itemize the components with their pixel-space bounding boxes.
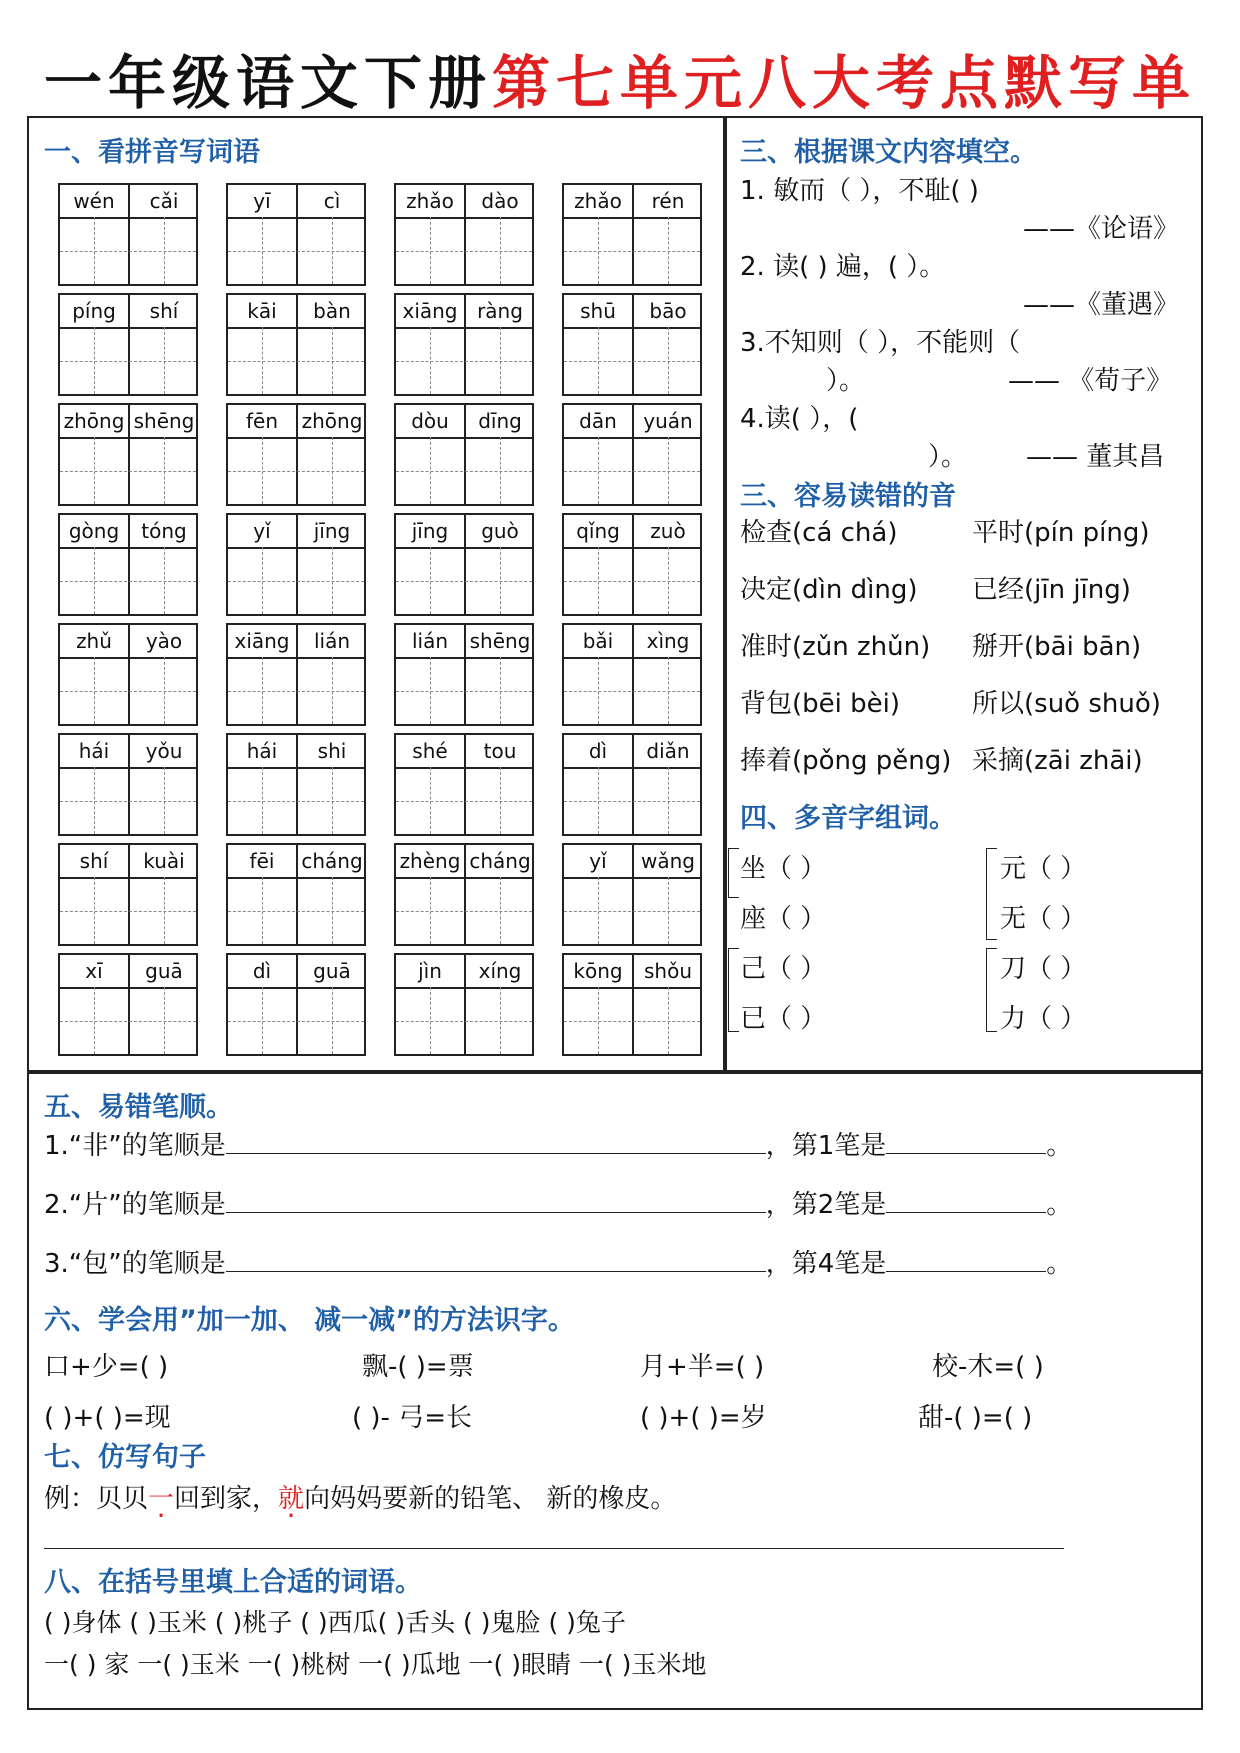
pinyin-left: fēi xyxy=(249,849,275,873)
pinyin-pair-box[interactable] xyxy=(226,293,366,396)
example-red-char: 就 xyxy=(278,1484,305,1514)
pinyin-left: dòu xyxy=(411,409,449,433)
pinyin-left: shí xyxy=(79,849,109,873)
pinyin-grid xyxy=(58,183,708,1053)
stroke-end: 。 xyxy=(1046,1190,1073,1220)
polyphone-item[interactable]: 无（ ） xyxy=(1000,904,1087,934)
pinyin-pair-box[interactable] xyxy=(58,183,198,286)
pinyin-pair-box[interactable] xyxy=(394,953,534,1056)
polyphone-item[interactable]: 刀（ ） xyxy=(1000,954,1087,984)
char-math-item[interactable]: 甜-( )=( ) xyxy=(918,1403,1033,1433)
section-5-title: 五、易错笔顺。 xyxy=(44,1092,233,1123)
char-math-item[interactable]: 月+半=( ) xyxy=(640,1352,765,1382)
polyphone-item[interactable]: 己（ ） xyxy=(740,954,827,984)
pinyin-pair-box[interactable] xyxy=(562,293,702,396)
pinyin-left: wén xyxy=(73,189,115,213)
section-7-title: 七、仿写句子 xyxy=(44,1442,206,1473)
pinyin-left: píng xyxy=(72,299,116,323)
stroke-order-row xyxy=(44,1243,1072,1280)
char-math-item[interactable]: 口+少=( ) xyxy=(44,1352,169,1382)
pronunciation-item[interactable]: 准时(zǔn zhǔn) xyxy=(740,632,931,662)
fill-line-3b: ）。 xyxy=(826,366,866,396)
pinyin-left: lián xyxy=(411,629,449,653)
pinyin-pair-box[interactable] xyxy=(58,623,198,726)
pinyin-right: wǎng xyxy=(641,849,695,873)
pinyin-pair-box[interactable] xyxy=(562,623,702,726)
bracket-1 xyxy=(728,848,739,898)
section-3b-title: 三、容易读错的音 xyxy=(740,481,956,512)
pinyin-pair-box[interactable] xyxy=(562,403,702,506)
section-3-title: 三、根据课文内容填空。 xyxy=(740,137,1037,168)
char-math-item[interactable]: ( )+( )=现 xyxy=(44,1403,171,1433)
pinyin-right: dào xyxy=(481,189,519,213)
pronunciation-item[interactable]: 背包(bēi bèi) xyxy=(740,689,900,719)
pinyin-right: ràng xyxy=(477,299,523,323)
pinyin-left: zhèng xyxy=(399,849,461,873)
pinyin-left: shū xyxy=(580,299,616,323)
stroke-question: 1.“非”的笔顺是 xyxy=(44,1131,226,1161)
pinyin-right: cháng xyxy=(469,849,531,873)
pinyin-right: xíng xyxy=(478,959,522,983)
pinyin-right: jīng xyxy=(313,519,351,543)
fill-line-4: 4.读( ），( xyxy=(740,404,859,434)
polyphone-item[interactable]: 已（ ） xyxy=(740,1004,827,1034)
pinyin-left: yī xyxy=(253,189,271,213)
stroke-mid: ，第1笔是 xyxy=(765,1131,887,1161)
stroke-number-blank[interactable] xyxy=(886,1245,1046,1272)
bracket-4 xyxy=(986,948,997,1032)
pinyin-right: bāo xyxy=(649,299,687,323)
pronunciation-item[interactable]: 检查(cá chá) xyxy=(740,518,898,548)
stroke-end: 。 xyxy=(1046,1131,1073,1161)
pinyin-pair-box[interactable] xyxy=(394,293,534,396)
pinyin-right: zuò xyxy=(650,519,686,543)
pinyin-right: shi xyxy=(317,739,347,763)
pronunciation-item[interactable]: 捧着(pǒng pěng) xyxy=(740,746,952,776)
pinyin-right: cǎi xyxy=(149,189,179,213)
source-dongqichang: —— 董其昌 xyxy=(1026,442,1165,472)
pronunciation-item[interactable]: 平时(pín píng) xyxy=(972,518,1150,548)
pinyin-left: xī xyxy=(85,959,103,983)
pinyin-right: guā xyxy=(313,959,351,983)
polyphone-item[interactable]: 力（ ） xyxy=(1000,1004,1087,1034)
title-red: 第七单元八大考点默写单 xyxy=(492,49,1197,117)
page-title xyxy=(0,36,1240,120)
pinyin-left: dì xyxy=(252,959,272,983)
fill-line-1: 1. 敏而（ ），不耻( ) xyxy=(740,176,979,206)
pinyin-pair-box[interactable] xyxy=(226,733,366,836)
pinyin-pair-box[interactable] xyxy=(562,843,702,946)
pinyin-pair-box[interactable] xyxy=(562,513,702,616)
stroke-order-row xyxy=(44,1184,1072,1221)
fill-line-4b: ）。 xyxy=(928,442,968,472)
bracket-2 xyxy=(986,848,997,940)
pinyin-pair-box[interactable] xyxy=(562,953,702,1056)
stroke-end: 。 xyxy=(1046,1249,1073,1279)
pinyin-pair-box[interactable] xyxy=(394,183,534,286)
pinyin-right: diǎn xyxy=(646,739,690,763)
pinyin-right: yǒu xyxy=(145,739,183,763)
pinyin-pair-box[interactable] xyxy=(58,513,198,616)
section-8-title: 八、在括号里填上合适的词语。 xyxy=(44,1567,422,1598)
section-6-title: 六、学会用”加一加、 减一减”的方法识字。 xyxy=(44,1305,575,1336)
example-post: 向妈妈要新的铅笔、 新的橡皮。 xyxy=(304,1484,677,1514)
pinyin-right: bàn xyxy=(313,299,351,323)
pinyin-pair-box[interactable] xyxy=(226,513,366,616)
section-4-title: 四、多音字组词。 xyxy=(740,803,956,834)
pinyin-left: jìn xyxy=(418,959,442,983)
answer-line[interactable] xyxy=(44,1548,1064,1549)
pinyin-right: shí xyxy=(149,299,179,323)
pinyin-pair-box[interactable] xyxy=(394,843,534,946)
section-1-title: 一、看拼音写词语 xyxy=(44,137,260,168)
pinyin-right: guā xyxy=(145,959,183,983)
pronunciation-item[interactable]: 掰开(bāi bān) xyxy=(972,632,1142,662)
stroke-answer-blank[interactable] xyxy=(226,1186,766,1213)
pinyin-left: zhōng xyxy=(63,409,125,433)
polyphone-item[interactable]: 座（ ） xyxy=(740,904,827,934)
pinyin-pair-box[interactable] xyxy=(394,623,534,726)
fill-words-row-1: ( )身体 ( )玉米 ( )桃子 ( )西瓜( )舌头 ( )鬼脸 ( )兔子 xyxy=(44,1608,626,1637)
polyphone-item[interactable]: 元（ ） xyxy=(1000,854,1087,884)
pinyin-pair-box[interactable] xyxy=(562,733,702,836)
pinyin-pair-box[interactable] xyxy=(58,403,198,506)
example-dot-char: 一 xyxy=(148,1484,175,1514)
pinyin-left: kāi xyxy=(247,299,277,323)
pinyin-right: lián xyxy=(313,629,351,653)
pinyin-right: shēng xyxy=(133,409,195,433)
pinyin-left: hái xyxy=(246,739,278,763)
pinyin-pair-box[interactable] xyxy=(562,183,702,286)
pinyin-left: hái xyxy=(78,739,110,763)
pinyin-pair-box[interactable] xyxy=(394,403,534,506)
pinyin-left: fēn xyxy=(245,409,279,433)
pronunciation-item[interactable]: 已经(jīn jīng) xyxy=(972,575,1131,605)
pinyin-right: dīng xyxy=(478,409,522,433)
pinyin-pair-box[interactable] xyxy=(226,403,366,506)
pinyin-left: bǎi xyxy=(582,629,614,653)
pinyin-left: yǐ xyxy=(589,849,607,873)
pinyin-right: yào xyxy=(145,629,183,653)
stroke-answer-blank[interactable] xyxy=(226,1245,766,1272)
source-lunyu: ——《论语》 xyxy=(1023,214,1180,244)
pinyin-pair-box[interactable] xyxy=(226,843,366,946)
example-sentence xyxy=(44,1478,676,1515)
pinyin-left: shé xyxy=(412,739,448,763)
pinyin-right: xìng xyxy=(646,629,690,653)
pinyin-right: cì xyxy=(323,189,341,213)
fill-line-3: 3.不知则（ ），不能则（ xyxy=(740,328,1021,358)
pronunciation-item[interactable]: 所以(suǒ shuǒ) xyxy=(972,689,1161,719)
pinyin-right: tou xyxy=(483,739,517,763)
char-math-item[interactable]: 校-木=( ) xyxy=(932,1352,1044,1382)
pinyin-right: cháng xyxy=(301,849,363,873)
char-math-item[interactable]: ( )- 弓=长 xyxy=(352,1403,472,1433)
fill-words-row-2: 一( ) 家 一( )玉米 一( )桃树 一( )瓜地 一( )眼睛 一( )玉米地 xyxy=(44,1650,707,1679)
pinyin-pair-box[interactable] xyxy=(58,733,198,836)
pinyin-right: yuán xyxy=(643,409,693,433)
pinyin-right: shǒu xyxy=(643,959,692,983)
pinyin-pair-box[interactable] xyxy=(226,183,366,286)
pinyin-right: tóng xyxy=(141,519,187,543)
pinyin-pair-box[interactable] xyxy=(394,513,534,616)
stroke-number-blank[interactable] xyxy=(886,1186,1046,1213)
pinyin-right: guò xyxy=(481,519,519,543)
pinyin-left: dān xyxy=(579,409,617,433)
pinyin-left: kōng xyxy=(573,959,623,983)
pronunciation-item[interactable]: 决定(dìn dìng) xyxy=(740,575,918,605)
pinyin-pair-box[interactable] xyxy=(58,293,198,396)
polyphone-item[interactable]: 坐（ ） xyxy=(740,854,827,884)
pinyin-pair-box[interactable] xyxy=(58,953,198,1056)
stroke-mid: ，第2笔是 xyxy=(765,1190,887,1220)
stroke-mid: ，第4笔是 xyxy=(765,1249,887,1279)
pinyin-left: jīng xyxy=(411,519,449,543)
stroke-answer-blank[interactable] xyxy=(226,1127,766,1154)
bracket-3 xyxy=(728,948,739,1032)
stroke-question: 3.“包”的笔顺是 xyxy=(44,1249,226,1279)
pinyin-left: xiāng xyxy=(402,299,458,323)
example-prefix: 例：贝贝 xyxy=(44,1484,149,1514)
pinyin-left: dì xyxy=(588,739,608,763)
pinyin-right: shēng xyxy=(469,629,531,653)
char-math-item[interactable]: 飘-( )=票 xyxy=(362,1352,474,1382)
pinyin-left: xiāng xyxy=(234,629,290,653)
char-math-item[interactable]: ( )+( )=岁 xyxy=(640,1403,767,1433)
pinyin-pair-box[interactable] xyxy=(226,623,366,726)
pinyin-left: yǐ xyxy=(253,519,271,543)
example-mid: 回到家， xyxy=(174,1484,279,1514)
pinyin-right: zhōng xyxy=(301,409,363,433)
stroke-order-row xyxy=(44,1125,1072,1162)
stroke-question: 2.“片”的笔顺是 xyxy=(44,1190,226,1220)
fill-line-2: 2. 读( ) 遍，( ）。 xyxy=(740,252,946,282)
pinyin-pair-box[interactable] xyxy=(394,733,534,836)
pronunciation-item[interactable]: 采摘(zāi zhāi) xyxy=(972,746,1143,776)
source-dongyu: ——《董遇》 xyxy=(1023,290,1180,320)
pinyin-left: zhǔ xyxy=(76,629,112,653)
source-xunzi: —— 《荀子》 xyxy=(1008,366,1173,396)
pinyin-pair-box[interactable] xyxy=(226,953,366,1056)
pinyin-right: rén xyxy=(651,189,685,213)
stroke-number-blank[interactable] xyxy=(886,1127,1046,1154)
pinyin-left: zhǎo xyxy=(574,189,622,213)
title-black: 一年级语文下册 xyxy=(43,49,492,117)
pinyin-right: kuài xyxy=(143,849,185,873)
pinyin-left: gòng xyxy=(68,519,120,543)
pinyin-left: zhǎo xyxy=(406,189,454,213)
pinyin-pair-box[interactable] xyxy=(58,843,198,946)
pinyin-left: qǐng xyxy=(576,519,620,543)
